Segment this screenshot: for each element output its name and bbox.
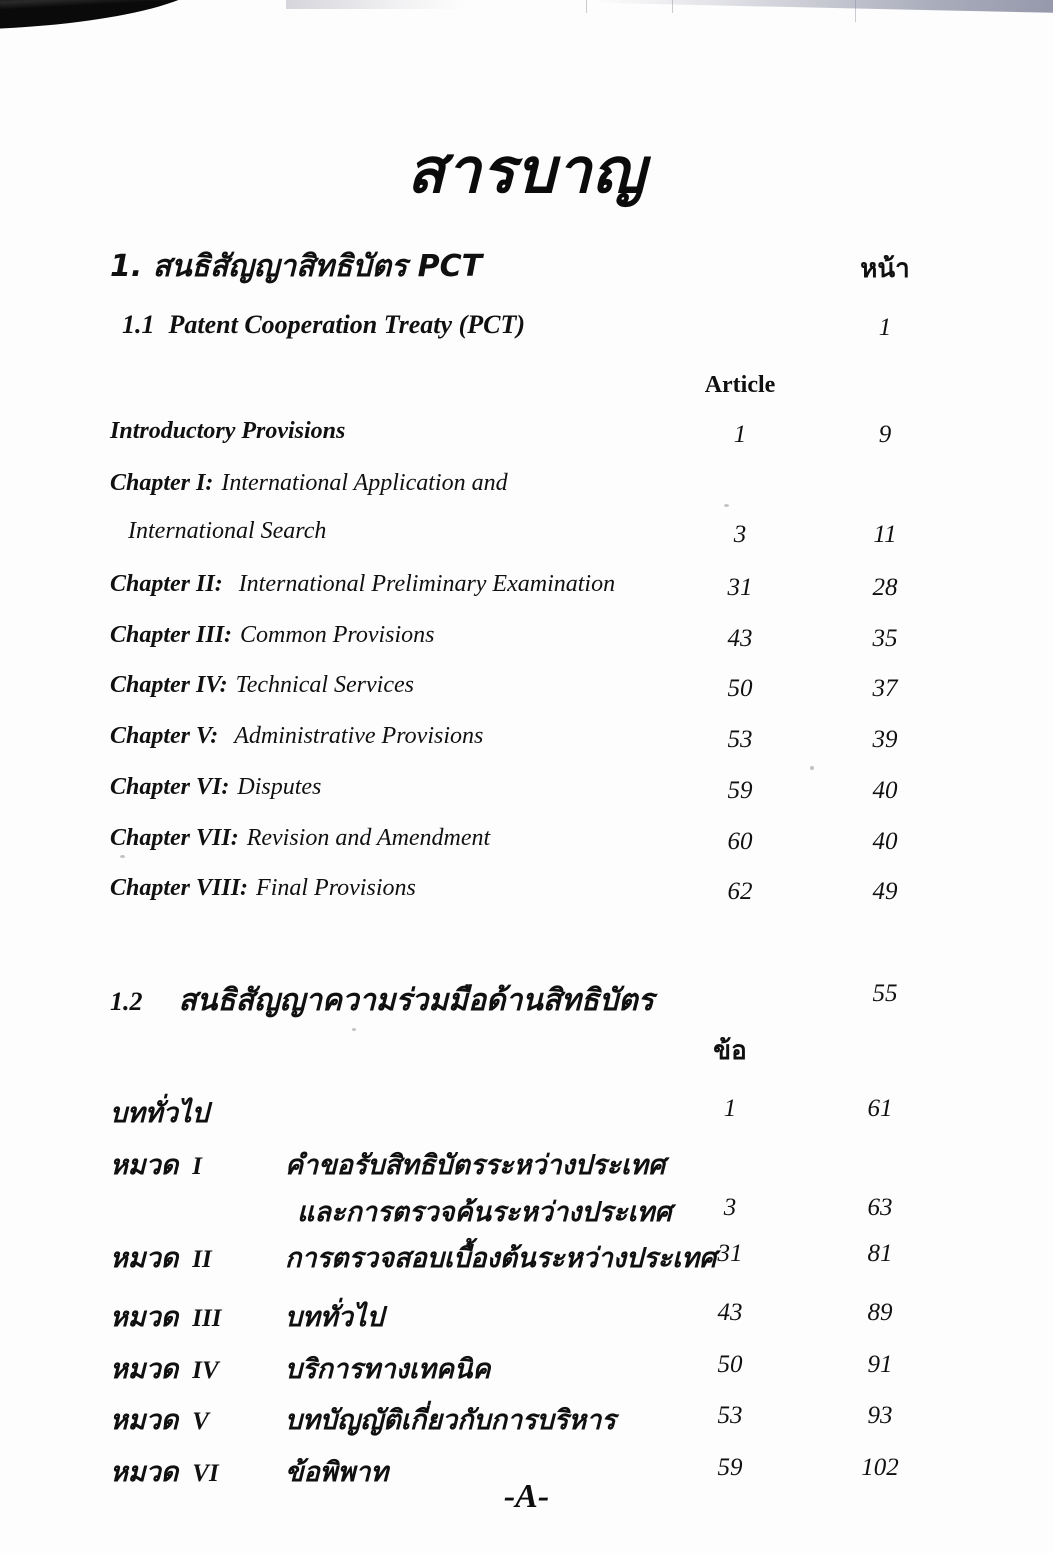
toc-entry-page: 40: [872, 828, 898, 855]
toc-thai-entry-title: การตรวจสอบเบื้องต้นระหว่างประเทศ: [285, 1243, 717, 1274]
toc-entry-prefix: Chapter V:: [110, 723, 219, 749]
toc-entry-title: Final Provisions: [256, 875, 416, 901]
toc-thai-entry-roman: III: [192, 1305, 222, 1332]
toc-entry-page: 37: [872, 675, 898, 702]
page-column-header: หน้า: [860, 254, 910, 284]
toc-entry-article: 59: [727, 777, 753, 804]
toc-entry-prefix: Chapter I:: [110, 470, 214, 496]
toc-entry-title: Disputes: [237, 774, 322, 800]
subsection-1-1-page: 1: [878, 314, 892, 341]
toc-thai-entry-page: 63: [867, 1194, 893, 1221]
scan-artifact-smudge: [286, 0, 466, 9]
toc-thai-entry-roman: I: [192, 1153, 203, 1180]
toc-thai-entry-item: 1: [723, 1095, 737, 1122]
toc-thai-entry-title-wrap: [285, 1295, 384, 1338]
toc-thai-entry-page: 89: [867, 1299, 893, 1326]
toc-entry-row[interactable]: [110, 470, 995, 497]
footer-page-mark: -A-: [503, 1478, 550, 1515]
scan-speck: [810, 766, 814, 770]
toc-thai-entry-title: บทบัญญัติเกี่ยวกับการบริหาร: [285, 1405, 616, 1436]
toc-entry-page: 39: [872, 726, 898, 753]
toc-entry-page: 35: [872, 625, 898, 652]
toc-entry-article: 3: [733, 521, 747, 548]
toc-entry-title: Common Provisions: [240, 622, 435, 648]
toc-thai-entry-roman: IV: [192, 1357, 219, 1384]
toc-thai-entry-label: หมวด: [110, 1457, 179, 1488]
toc-entry-prefix: Chapter VI:: [110, 774, 230, 800]
toc-entry-page: 28: [872, 574, 898, 601]
toc-entry-page: 49: [872, 878, 898, 905]
toc-thai-entry-title-wrap: [285, 1347, 490, 1390]
toc-thai-entry-page: 102: [861, 1454, 899, 1481]
toc-thai-entry-title: ข้อพิพาท: [285, 1457, 389, 1488]
toc-entry-article: 1: [733, 421, 747, 448]
toc-entry-article: 50: [727, 675, 753, 702]
toc-entry-article: 31: [727, 574, 753, 601]
article-column-header: Article: [704, 372, 776, 398]
toc-entry-title: Technical Services: [235, 672, 414, 698]
toc-thai-entry-title-wrap: [285, 1143, 665, 1186]
toc-entry-prefix: Chapter II:: [110, 571, 223, 597]
toc-entry-title: Introductory Provisions: [110, 418, 346, 444]
toc-thai-entry-label: หมวด: [110, 1354, 179, 1385]
scan-speck: [352, 1028, 356, 1031]
toc-entry-title: Administrative Provisions: [234, 723, 484, 749]
toc-thai-entry-item: 43: [717, 1299, 743, 1326]
section2-heading: สนธิสัญญาความร่วมมือด้านสิทธิบัตร: [178, 983, 654, 1018]
toc-entry-prefix: Chapter IV:: [110, 672, 228, 698]
scan-artifact-black-wedge: [0, 0, 211, 29]
scan-speck: [724, 504, 729, 507]
toc-entry-article: 60: [727, 828, 753, 855]
toc-entry-article: 53: [727, 726, 753, 753]
scan-speck: [120, 855, 125, 858]
toc-entry-page: 11: [873, 521, 897, 548]
section2-label: 1.2: [110, 987, 143, 1016]
toc-thai-entry-item: 50: [717, 1351, 743, 1378]
toc-entry-title-line2: International Search: [128, 518, 327, 544]
toc-entry-prefix: Chapter VIII:: [110, 875, 249, 901]
scan-artifact-tick: [586, 0, 587, 13]
toc-entry-title: International Preliminary Examination: [238, 571, 616, 597]
toc-thai-entry-page: 93: [867, 1402, 893, 1429]
toc-thai-entry-item: 3: [723, 1194, 737, 1221]
toc-thai-entry-label: หมวด: [110, 1243, 179, 1274]
toc-entry-article: 62: [727, 878, 753, 905]
subsection-1-1-title: Patent Cooperation Treaty (PCT): [168, 310, 525, 339]
toc-entry-page: 40: [872, 777, 898, 804]
toc-thai-entry-item: 31: [717, 1240, 743, 1267]
toc-entry-page: 9: [878, 421, 892, 448]
section2-page: 55: [872, 980, 898, 1007]
toc-thai-entry-label: หมวด: [110, 1302, 179, 1333]
toc-thai-entry-page: 91: [867, 1351, 893, 1378]
toc-thai-entry-title-wrap: [285, 1398, 616, 1441]
toc-thai-entry-page: 81: [867, 1240, 893, 1267]
toc-thai-entry-item: 53: [717, 1402, 743, 1429]
toc-thai-entry-title-line2: และการตรวจค้นระหว่างประเทศ: [297, 1197, 672, 1228]
toc-thai-entry-title: คำขอรับสิทธิบัตรระหว่างประเทศ: [285, 1150, 666, 1181]
scan-artifact-right-shadow: [593, 0, 1053, 13]
toc-entry-prefix: Chapter VII:: [110, 825, 239, 851]
subsection-1-1-label: 1.1: [122, 310, 155, 339]
toc-entry-title: International Application and: [221, 470, 508, 496]
page-title: สารบาญ: [407, 134, 646, 207]
toc-thai-entry-item: 59: [717, 1454, 743, 1481]
toc-thai-entry-roman: V: [192, 1408, 209, 1435]
toc-thai-entry-label: บททั่วไป: [110, 1098, 209, 1129]
toc-thai-entry-title-line2-wrap: [297, 1190, 672, 1233]
scan-artifact-tick: [672, 0, 673, 13]
toc-thai-entry-roman: VI: [192, 1460, 219, 1487]
toc-thai-entry-title: บริการทางเทคนิค: [285, 1354, 491, 1385]
toc-thai-entry-roman: II: [192, 1246, 212, 1273]
toc-thai-entry-title: บททั่วไป: [285, 1302, 384, 1333]
section1-heading: 1. สนธิสัญญาสิทธิบัตร PCT: [110, 249, 483, 284]
toc-entry-prefix: Chapter III:: [110, 622, 233, 648]
toc-thai-entry-label: หมวด: [110, 1150, 179, 1181]
scan-artifact-black-edge: [0, 0, 190, 10]
toc-thai-entry-label: หมวด: [110, 1405, 179, 1436]
toc-thai-entry-title-wrap: [285, 1236, 716, 1279]
item-column-header: ข้อ: [713, 1036, 747, 1066]
toc-entry-article: 43: [727, 625, 753, 652]
toc-entry-title: Revision and Amendment: [246, 825, 491, 851]
toc-entry-row-continued[interactable]: [128, 518, 1013, 545]
toc-thai-entry-page: 61: [867, 1095, 893, 1122]
scan-artifact-tick: [855, 0, 856, 22]
